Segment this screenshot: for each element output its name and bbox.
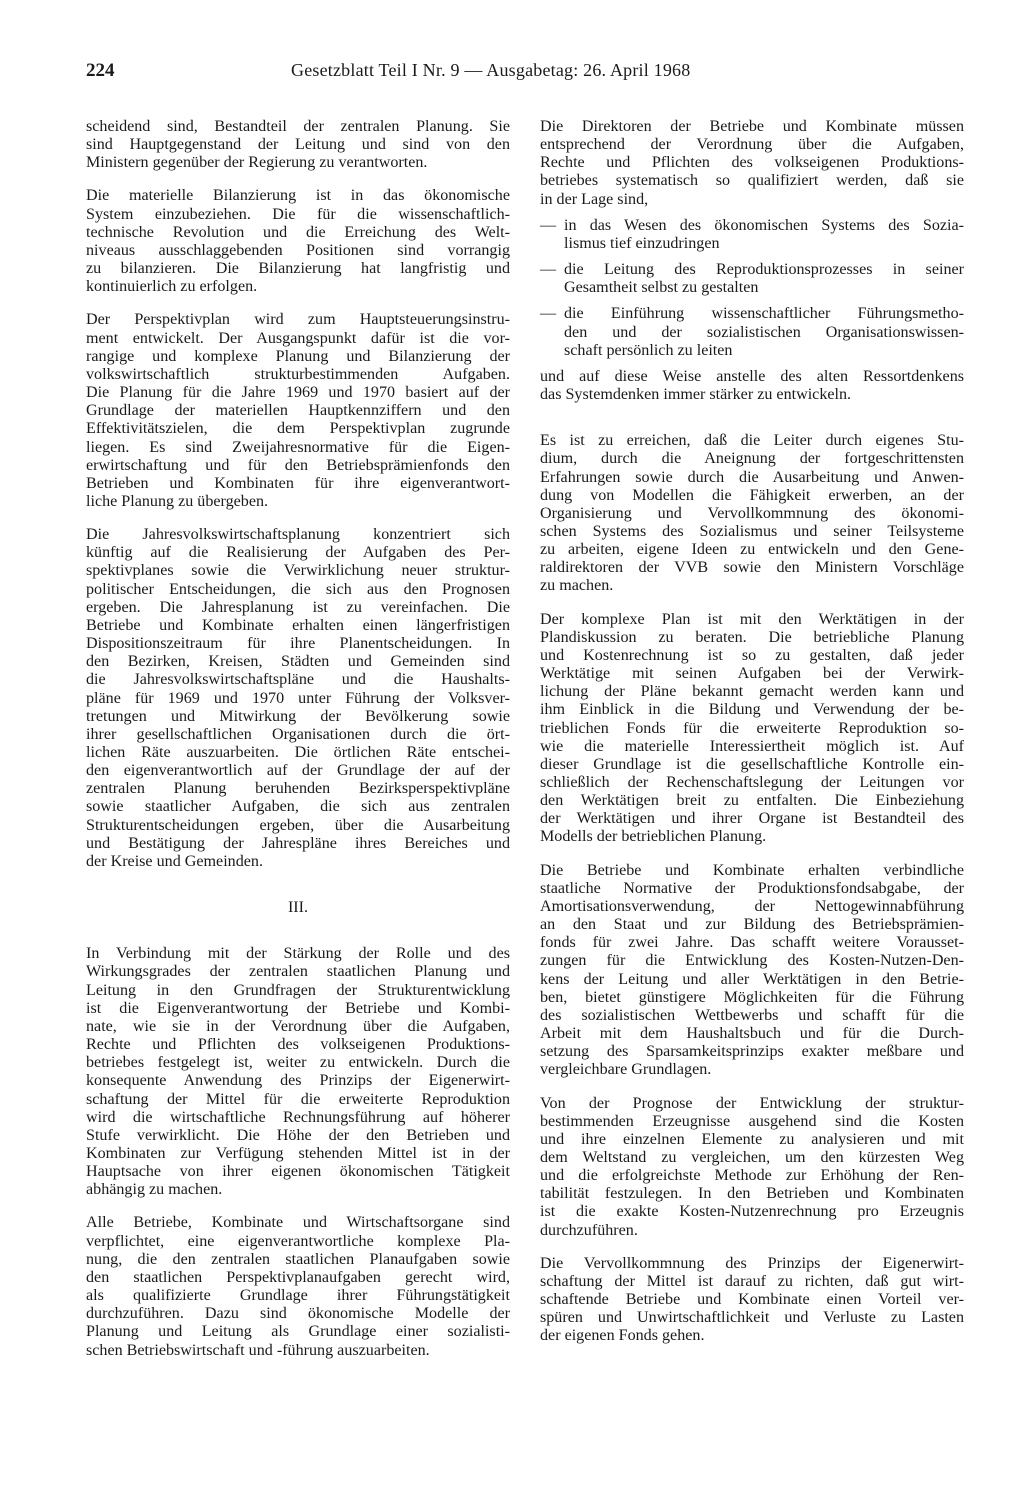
paragraph (86, 945, 510, 1199)
text-line: der eigenen Fonds gehen. (540, 1327, 705, 1345)
text-line: Von der Prognose der Entwicklung der struktur- (540, 1094, 964, 1112)
right-column (540, 118, 964, 1346)
text-line: Der komplexe Plan ist mit den Werktätigen in der (540, 610, 964, 628)
paragraph (540, 862, 964, 1080)
text-line: Es ist zu erreichen, daß die Leiter durch eigenes Stu- (540, 432, 964, 450)
text-line: in das Wesen des ökonomischen Systems des Sozia- (564, 216, 964, 234)
text-line: Hauptsache von ihrer eigenen ökonomischen Tätigkeit (86, 1163, 510, 1181)
text-line: Planung und Leitung als Grundlage einer sozialisti- (86, 1323, 510, 1341)
text-line: Rechte und Pflichten des volkseigenen Produktions- (86, 1036, 510, 1054)
text-line: ergeben. Die Jahresplanung ist zu vereinfachen. Die (86, 598, 510, 616)
text-line: technische Revolution und die Erreichung des Welt- (86, 223, 510, 241)
text-line: Erfahrungen sowie durch die Ausarbeitung und Anwen- (540, 468, 964, 486)
text-line: raldirektoren der VVB sowie den Ministern Vorschläge (540, 559, 964, 577)
page-number: 224 (86, 60, 115, 81)
paragraph (86, 311, 510, 511)
bullet-item (540, 305, 964, 359)
text-line: kontinuierlich zu erfolgen. (86, 278, 258, 296)
text-line: die Leitung des Reproduktionsprozesses in seiner (564, 261, 964, 279)
text-line: fonds für zwei Jahre. Das schafft weitere Vorausset- (540, 934, 964, 952)
text-line: der Kreise und Gemeinden. (86, 852, 263, 870)
text-line: als qualifizierte Grundlage ihrer Führungstätigkeit (86, 1287, 510, 1305)
text-line: die Jahresvolkswirtschaftspläne und die Haushalts- (86, 671, 510, 689)
text-line: Plandiskussion zu beraten. Die betriebliche Planung (540, 628, 964, 646)
text-line: rangige und komplexe Planung und Bilanzierung der (86, 347, 510, 365)
text-line: bestimmenden Erzeugnisse ausgehend sind die Kosten (540, 1112, 964, 1130)
text-line: schaftung der Mittel ist darauf zu richten, daß gut wirt- (540, 1272, 964, 1290)
text-line: durchzuführen. Dazu sind ökonomische Modelle der (86, 1305, 510, 1323)
text-line: pläne für 1969 und 1970 unter Führung der Volksver- (86, 689, 510, 707)
text-line: zentralen Planung beruhenden Bezirksperspektivpläne (86, 780, 510, 798)
text-line: nung, die den zentralen staatlichen Planaufgaben sowie (86, 1250, 510, 1268)
text-line: wie die materielle Interessiertheit möglich ist. Auf (540, 737, 964, 755)
text-line: liche Planung zu übergeben. (86, 492, 269, 510)
text-line: dung von Modellen die Fähigkeit erwerben, an der (540, 486, 964, 504)
text-line: zu bilanzieren. Die Bilanzierung hat langfristig und (86, 260, 510, 278)
text-line: Die Betriebe und Kombinate erhalten verbindliche (540, 861, 964, 879)
section-heading: III. (287, 899, 309, 917)
text-line: tretungen und Mitwirkung der Bevölkerung sowie (86, 707, 510, 725)
text-line: zu machen. (540, 577, 614, 595)
paragraph (540, 368, 964, 404)
text-line: der Werktätigen und ihrer Organe ist Bestandteil des (540, 810, 964, 828)
text-line: Die Vervollkommnung des Prinzips der Eigenerwirt- (540, 1254, 964, 1272)
text-line: Amortisationsverwendung, der Nettogewinnabführung (540, 897, 964, 915)
text-line: Modells der betrieblichen Planung. (540, 828, 767, 846)
text-line: Die Jahresvolkswirtschaftsplanung konzentriert sich (86, 526, 510, 544)
paragraph (86, 526, 510, 871)
text-line: scheidend sind, Bestandteil der zentralen Planung. Sie (86, 118, 510, 135)
paragraph (86, 187, 510, 296)
text-line: schen Betriebswirtschaft und -führung auszuarbeiten. (86, 1341, 430, 1359)
bullet-item (540, 261, 964, 297)
text-line: betriebes systematisch so qualifiziert werden, daß sie (540, 172, 964, 190)
dash-marker: — (540, 261, 557, 279)
text-line: niveaus ausschlaggebenden Positionen sind vorrangig (86, 241, 510, 259)
text-line: lichung der Pläne bekannt gemacht werden kann und (540, 683, 964, 701)
text-line: abhängig zu machen. (86, 1181, 223, 1199)
text-line: entsprechend der Verordnung über die Aufgaben, (540, 136, 964, 154)
text-line: ben, bietet günstigere Möglichkeiten für die Führung (540, 988, 964, 1006)
text-line: Alle Betriebe, Kombinate und Wirtschaftsorgane sind (86, 1214, 510, 1232)
paragraph (540, 118, 964, 209)
text-line: dem Weltstand zu vergleichen, um den kürzesten Weg (540, 1148, 964, 1166)
text-line: Wirkungsgrades der zentralen staatlichen Planung und (86, 963, 510, 981)
text-line: Die Direktoren der Betriebe und Kombinate müssen (540, 118, 964, 135)
text-line: ihm Einblick in die Bildung und Verwendung der be- (540, 701, 964, 719)
text-line: trieblichen Fonds für die erweiterte Reproduktion so- (540, 719, 964, 737)
text-line: des sozialistischen Wettbewerbs und schafft für die (540, 1006, 964, 1024)
text-line: Rechte und Pflichten des volkseigenen Produktions- (540, 154, 964, 172)
paragraph (86, 1214, 510, 1359)
text-line: Stufe verwirklicht. Die Höhe der den Betrieben und (86, 1126, 510, 1144)
text-line: ist die Eigenverantwortung der Betriebe und Kombi- (86, 999, 510, 1017)
paragraph (540, 611, 964, 847)
text-line: Dispositionszeitraum für ihre Planentscheidungen. In (86, 635, 510, 653)
text-line: die Einführung wissenschaftlicher Führungsmetho- (564, 305, 964, 323)
text-line: System einzubeziehen. Die für die wissenschaftlich- (86, 205, 510, 223)
text-line: setzung des Sparsamkeitsprinzips exakter meßbare und (540, 1043, 964, 1061)
text-line: den Bezirken, Kreisen, Städten und Gemeinden sind (86, 653, 510, 671)
text-line: schaftung der Mittel für die erweiterte Reproduktion (86, 1090, 510, 1108)
page-header (86, 60, 972, 90)
text-line: dium, durch die Aneignung der fortgeschrittensten (540, 450, 964, 468)
text-line: wird die wirtschaftliche Rechnungsführung auf höherer (86, 1108, 510, 1126)
text-line: Arbeit mit dem Haushaltsbuch und für die Durch- (540, 1025, 964, 1043)
paragraph (86, 118, 510, 172)
text-line: spektivplanes sowie die Verwirklichung neuer struktur- (86, 562, 510, 580)
text-line: ment entwickelt. Der Ausgangspunkt dafür ist die vor- (86, 329, 510, 347)
text-line: spüren und Unwirtschaftlichkeit und Verluste zu Lasten (540, 1309, 964, 1327)
text-line: durchzuführen. (540, 1221, 638, 1239)
text-line: Werktätige mit seinen Aufgaben bei der Verwirk- (540, 665, 964, 683)
text-line: tabilität festzulegen. In den Betrieben und Kombinaten (540, 1185, 964, 1203)
bullet-item (540, 217, 964, 253)
text-line: sowie staatlicher Aufgaben, die sich aus zentralen (86, 798, 510, 816)
text-line: Organisierung und Vervollkommnung des ökonomi- (540, 504, 964, 522)
text-line: schließlich der Rechenschaftslegung der Leitungen vor (540, 774, 964, 791)
text-line: künftig auf die Realisierung der Aufgaben des Per- (86, 544, 510, 562)
text-line: sind Hauptgegenstand der Leitung und sind von den (86, 136, 510, 154)
left-column (86, 118, 510, 1360)
text-line: Kombinaten zur Verfügung stehenden Mittel ist in der (86, 1144, 510, 1162)
paragraph (540, 1095, 964, 1240)
text-line: konsequente Anwendung des Prinzips der Eigenerwirt- (86, 1072, 510, 1090)
text-line: betriebes festgelegt ist, weiter zu entwickeln. Durch die (86, 1054, 510, 1072)
dash-marker: — (540, 305, 557, 323)
text-line: Leitung in den Grundfragen der Strukturentwicklung (86, 981, 510, 999)
text-line: den staatlichen Perspektivplanaufgaben gerecht wird, (86, 1268, 510, 1286)
text-line: erwirtschaftung und für den Betriebsprämienfonds den (86, 456, 510, 474)
text-line: und die erfolgreichste Methode zur Erhöhung der Ren- (540, 1167, 964, 1185)
text-line: volkswirtschaftlich strukturbestimmenden Aufgaben. (86, 365, 510, 383)
text-line: Betriebe und Kombinate erhalten einen längerfristigen (86, 616, 510, 634)
header-title: Gesetzblatt Teil I Nr. 9 — Ausgabetag: 26. April 1968 (291, 60, 691, 80)
dash-marker: — (540, 216, 557, 234)
text-line: vergleichbare Grundlagen. (540, 1061, 712, 1079)
text-line: den Werktätigen breit zu entfalten. Die Einbeziehung (540, 792, 964, 810)
text-line: politischer Entscheidungen, die sich aus den Prognosen (86, 580, 510, 598)
text-line: Effektivitätszielen, die dem Perspektivplan zugrunde (86, 420, 510, 438)
text-line: lismus tief einzudringen (564, 234, 720, 252)
text-line: das Systemdenken immer stärker zu entwickeln. (540, 386, 852, 404)
text-line: Die Planung für die Jahre 1969 und 1970 basiert auf der (86, 384, 510, 402)
paragraph (540, 432, 964, 595)
text-line: und ihre einzelnen Elemente zu analysieren und mit (540, 1130, 964, 1148)
text-line: schaftende Betriebe und Kombinate einen Vorteil ver- (540, 1291, 964, 1309)
text-line: lichen Räte auszuarbeiten. Die örtlichen Räte entschei- (86, 744, 510, 761)
text-line: Der Perspektivplan wird zum Hauptsteuerungsinstru- (86, 311, 510, 329)
text-line: Betrieben und Kombinaten für ihre eigenverantwort- (86, 474, 510, 492)
text-line: und Kostenrechnung ist so zu gestalten, daß jeder (540, 646, 964, 664)
text-line: den eigenverantwortlich auf der Grundlage der auf der (86, 762, 510, 780)
text-line: ist die exakte Kosten-Nutzenrechnung pro Erzeugnis (540, 1203, 964, 1221)
text-line: Ministern gegenüber der Regierung zu verantworten. (86, 154, 428, 172)
text-line: kens der Leitung und aller Werktätigen in den Betrie- (540, 970, 964, 988)
text-line: staatliche Normative der Produktionsfondsabgabe, der (540, 879, 964, 897)
text-line: und auf diese Weise anstelle des alten Ressortdenkens (540, 367, 964, 385)
text-line: an den Staat und zur Bildung des Betriebsprämien- (540, 916, 964, 934)
text-line: zungen für die Entwicklung des Kosten-Nutzen-Den- (540, 952, 964, 970)
text-line: Gesamtheit selbst zu gestalten (564, 279, 759, 297)
text-line: und Bestätigung der Jahrespläne ihres Bereiches und (86, 834, 510, 852)
text-line: verpflichtet, eine eigenverantwortliche komplexe Pla- (86, 1232, 510, 1250)
text-line: Die materielle Bilanzierung ist in das ökonomische (86, 187, 510, 205)
text-line: Strukturentscheidungen ergeben, über die Ausarbeitung (86, 816, 510, 834)
text-line: nate, wie sie in der Verordnung über die Aufgaben, (86, 1017, 510, 1035)
text-line: den und der sozialistischen Organisationswissen- (564, 323, 964, 341)
text-line: In Verbindung mit der Stärkung der Rolle und des (86, 945, 510, 963)
text-line: dieser Grundlage ist die gesellschaftliche Kontrolle ein- (540, 755, 964, 773)
text-line: Grundlage der materiellen Hauptkennziffern und den (86, 402, 510, 420)
text-line: schaft persönlich zu leiten (564, 341, 733, 359)
text-line: in der Lage sind, (540, 190, 649, 208)
text-line: zu arbeiten, eigene Ideen zu entwickeln und den Gene- (540, 541, 964, 559)
paragraph (540, 1255, 964, 1346)
text-line: schen Systems des Sozialismus und seiner Teilsysteme (540, 522, 964, 540)
text-line: liegen. Es sind Zweijahresnormative für die Eigen- (86, 438, 510, 456)
text-line: ihrer gesellschaftlichen Organisationen durch die ört- (86, 725, 510, 743)
